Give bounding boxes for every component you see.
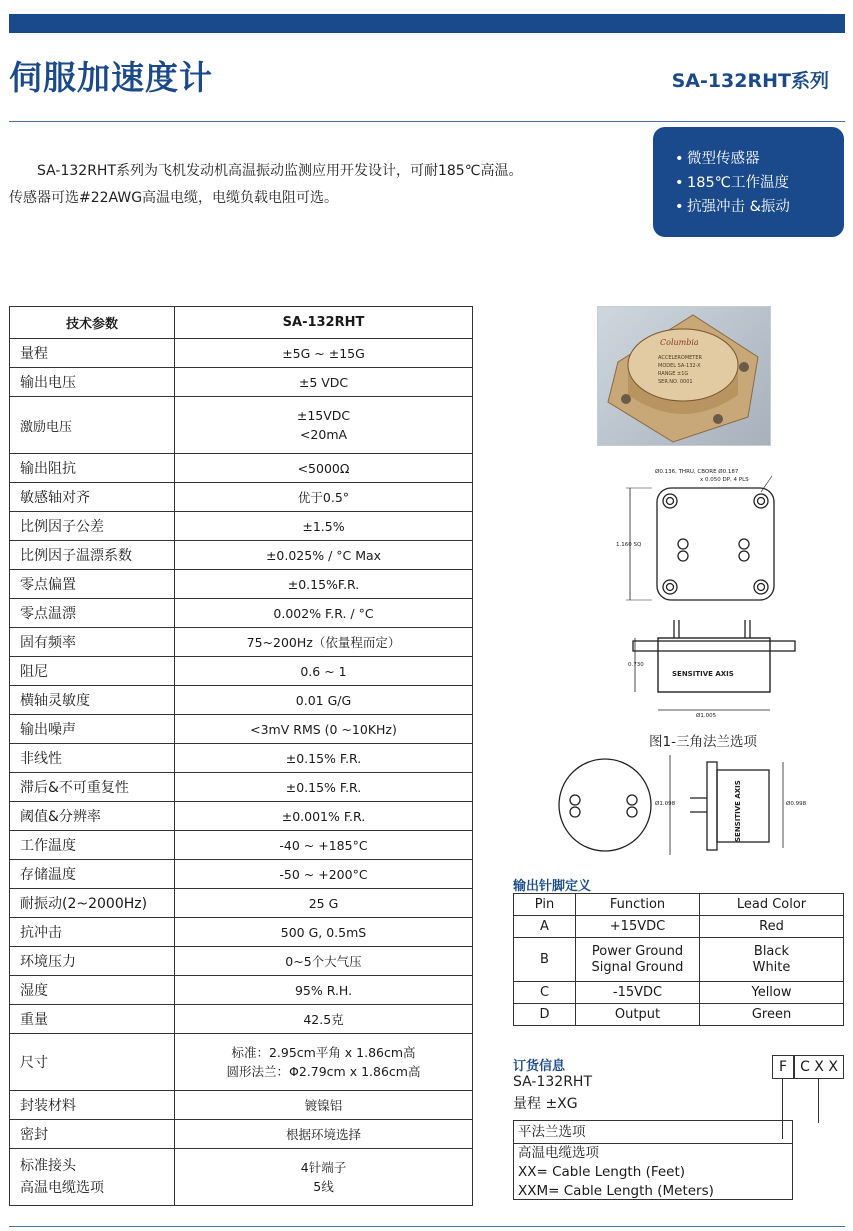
- spec-row: [10, 1005, 473, 1034]
- spec-value: [175, 483, 473, 512]
- spec-param: 零点偏置: [10, 570, 175, 599]
- spec-row: [10, 918, 473, 947]
- spec-value: [175, 628, 473, 657]
- spec-row: [10, 1149, 473, 1206]
- spec-param: 重量: [10, 1005, 175, 1034]
- feature-list: [687, 147, 844, 219]
- pin-row: [514, 1004, 844, 1026]
- top-banner-bar: [9, 14, 845, 33]
- spec-value: [175, 889, 473, 918]
- spec-param: 输出电压: [10, 368, 175, 397]
- spec-row: [10, 1091, 473, 1120]
- pin-color: [700, 1004, 844, 1026]
- spec-value-line: 25 G: [308, 895, 339, 911]
- flange-drawing: [540, 460, 830, 740]
- photo-label-line: SER.NO. 0001: [658, 379, 693, 385]
- pin-function: [576, 916, 700, 938]
- pin-color-line: Green: [751, 1006, 792, 1022]
- intro-paragraph: [9, 158, 609, 212]
- top-view-body: [657, 488, 774, 600]
- spec-param: 抗冲击: [10, 918, 175, 947]
- feature-item: • 185℃工作温度: [687, 171, 844, 195]
- pin-id: D: [514, 1004, 576, 1026]
- spec-param: 阈值&分辨率: [10, 802, 175, 831]
- figure-caption: 图1-三角法兰选项: [649, 734, 757, 750]
- feature-item: • 微型传感器: [687, 147, 844, 171]
- order-range: 量程 ±XG: [513, 1096, 578, 1112]
- spec-param: 存储温度: [10, 860, 175, 889]
- spec-value: [175, 570, 473, 599]
- diameter-dimension: Ø1.005: [696, 713, 717, 719]
- spec-param-line: 标准接头: [20, 1158, 76, 1174]
- pins-title: 输出针脚定义: [513, 879, 592, 894]
- spec-row: [10, 483, 473, 512]
- spec-param: 环境压力: [10, 947, 175, 976]
- spec-row: [10, 831, 473, 860]
- spec-value: [175, 1091, 473, 1120]
- pin-function: [576, 1004, 700, 1026]
- spec-value-line: <5000Ω: [297, 460, 350, 476]
- spec-row: [10, 1120, 473, 1149]
- photo-label-line: ACCELEROMETER: [658, 355, 702, 361]
- spec-row: [10, 860, 473, 889]
- pin-function: [576, 982, 700, 1004]
- spec-value: [175, 657, 473, 686]
- spec-param: 固有频率: [10, 628, 175, 657]
- spec-row: [10, 541, 473, 570]
- pin-header-color: Lead Color: [700, 894, 844, 916]
- spec-value: [175, 918, 473, 947]
- spec-row: [10, 889, 473, 918]
- sq-dimension: 1.160 SQ: [616, 542, 642, 548]
- spec-value-line: 根据环境选择: [285, 1127, 361, 1142]
- pin-color: [700, 938, 844, 982]
- spec-row: [10, 715, 473, 744]
- spec-param: 工作温度: [10, 831, 175, 860]
- spec-value-line: ±1.5%: [302, 518, 345, 534]
- spec-row: [10, 397, 473, 454]
- pin-color: [700, 916, 844, 938]
- spec-value-line: -40 ~ +185°C: [279, 837, 368, 853]
- spec-value: [175, 773, 473, 802]
- spec-value-line: 标准：2.95cm平角 x 1.86cm高: [231, 1045, 416, 1060]
- spec-param: [10, 1149, 175, 1206]
- hole-note-2: x 0.050 DP, 4 PLS: [700, 477, 749, 483]
- round-sensitive-axis: SENSITIVE AXIS: [734, 780, 742, 842]
- spec-param: 敏感轴对齐: [10, 483, 175, 512]
- pin-function-line: -15VDC: [612, 984, 663, 1000]
- spec-value-line: ±0.15% F.R.: [285, 750, 362, 766]
- spec-value: [175, 454, 473, 483]
- spec-param: 比例因子公差: [10, 512, 175, 541]
- spec-value-line: 4针端子: [300, 1160, 347, 1175]
- spec-value: [175, 947, 473, 976]
- spec-value-line: <20mA: [299, 427, 348, 442]
- hole-note-1: Ø0.136, THRU, CBORE Ø0.187: [655, 469, 739, 475]
- order-xxm: XXM= Cable Length (Meters): [518, 1183, 714, 1199]
- pin-row: [514, 982, 844, 1004]
- spec-value-line: 0.002% F.R. / °C: [273, 605, 374, 621]
- series-name: SA-132RHT系列: [671, 70, 829, 92]
- spec-value: [175, 339, 473, 368]
- pin-color-line: White: [752, 959, 791, 975]
- spec-row: [10, 628, 473, 657]
- pin-table: [513, 893, 844, 1026]
- spec-value-line: 圆形法兰：Φ2.79cm x 1.86cm高: [226, 1064, 421, 1079]
- spec-value: [175, 1149, 473, 1206]
- spec-value: [175, 831, 473, 860]
- spec-row: [10, 773, 473, 802]
- pin-function-line: Power Ground: [591, 943, 684, 959]
- spec-param: 非线性: [10, 744, 175, 773]
- spec-row: [10, 976, 473, 1005]
- spec-value-line: ±0.15%F.R.: [287, 576, 360, 592]
- pin-color-line: Red: [759, 918, 784, 934]
- spec-value: [175, 744, 473, 773]
- spec-row: [10, 657, 473, 686]
- spec-value-line: 0.01 G/G: [295, 692, 352, 708]
- pin-header-pin: Pin: [514, 894, 576, 916]
- spec-param: 输出阻抗: [10, 454, 175, 483]
- spec-param: 尺寸: [10, 1034, 175, 1091]
- spec-row: [10, 368, 473, 397]
- order-connector: [818, 1079, 819, 1123]
- spec-param-line: 高温电缆选项: [20, 1180, 104, 1196]
- spec-row: [10, 454, 473, 483]
- spec-row: [10, 947, 473, 976]
- spec-value-line: 95% R.H.: [294, 982, 353, 998]
- photo-label-line: RANGE ±1G: [658, 371, 689, 377]
- order-code-cxx: C X X: [794, 1055, 844, 1079]
- spec-row: [10, 339, 473, 368]
- spec-row: [10, 686, 473, 715]
- intro-line-1: SA-132RHT系列为飞机发动机高温振动监测应用开发设计，可耐185℃高温。: [37, 163, 523, 179]
- pin-id: B: [514, 938, 576, 982]
- spec-value-line: ±0.15% F.R.: [285, 779, 362, 795]
- spec-value-line: 42.5克: [303, 1012, 344, 1027]
- spec-value-line: <3mV RMS (0 ~10KHz): [250, 721, 397, 737]
- feature-item: • 抗强冲击 &振动: [687, 195, 844, 219]
- spec-row: [10, 744, 473, 773]
- spec-param: 封装材料: [10, 1091, 175, 1120]
- spec-value: [175, 715, 473, 744]
- photo-brand: Columbia: [660, 338, 699, 347]
- spec-value: [175, 512, 473, 541]
- spec-param: 比例因子温漂系数: [10, 541, 175, 570]
- spec-value-line: ±5G ~ ±15G: [282, 345, 365, 361]
- pin-color: [700, 982, 844, 1004]
- order-options: [513, 1120, 793, 1200]
- spec-value-line: ±0.025% / °C Max: [265, 547, 382, 563]
- spec-value: [175, 599, 473, 628]
- height-dimension: 0.730: [628, 662, 644, 668]
- pin-header-row: [514, 894, 844, 916]
- spec-value-line: 优于0.5°: [297, 490, 350, 505]
- spec-value-line: 镀镍铝: [304, 1098, 343, 1113]
- spec-table: [9, 306, 473, 1206]
- pin-color-line: Yellow: [751, 984, 792, 1000]
- spec-value: [175, 976, 473, 1005]
- pin-id: A: [514, 916, 576, 938]
- spec-row: [10, 570, 473, 599]
- spec-param: 滞后&不可重复性: [10, 773, 175, 802]
- round-flange-drawing: [555, 750, 825, 860]
- spec-value: [175, 541, 473, 570]
- spec-param: 横轴灵敏度: [10, 686, 175, 715]
- footer-divider: [9, 1226, 845, 1227]
- spec-row: [10, 802, 473, 831]
- feature-box: [653, 127, 844, 237]
- order-code-f: F: [772, 1055, 794, 1079]
- pin-id: C: [514, 982, 576, 1004]
- spec-param: 密封: [10, 1120, 175, 1149]
- header-divider: [9, 121, 845, 122]
- spec-value-line: -50 ~ +200°C: [279, 866, 368, 882]
- spec-param: 量程: [10, 339, 175, 368]
- spec-value: [175, 1005, 473, 1034]
- spec-value-line: 500 G, 0.5mS: [280, 924, 367, 940]
- spec-value: [175, 1034, 473, 1091]
- spec-param: 耐振动(2~2000Hz): [10, 889, 175, 918]
- spec-value-line: ±0.001% F.R.: [281, 808, 366, 824]
- spec-value-line: 0~5个大气压: [285, 954, 362, 969]
- spec-param: 阻尼: [10, 657, 175, 686]
- spec-value-line: 5线: [313, 1179, 334, 1194]
- round-dia-left: Ø1.098: [655, 801, 676, 807]
- pin-function-line: +15VDC: [609, 918, 666, 934]
- pin-header-function: Function: [576, 894, 700, 916]
- accelerometer-image: [598, 307, 772, 447]
- photo-label-line: MODEL SA-132-X: [658, 363, 701, 369]
- product-photo: [597, 306, 771, 446]
- order-title: 订货信息: [513, 1059, 566, 1074]
- pin-function-line: Signal Ground: [591, 959, 684, 975]
- order-xx: XX= Cable Length (Feet): [518, 1164, 686, 1180]
- order-cable: 高温电缆选项: [518, 1145, 599, 1161]
- spec-param: 激励电压: [10, 397, 175, 454]
- pin-row: [514, 938, 844, 982]
- pin-color-line: Black: [753, 943, 790, 959]
- spec-row: [10, 1034, 473, 1091]
- spec-row: [10, 512, 473, 541]
- spec-value-line: ±5 VDC: [298, 374, 349, 390]
- spec-value-line: ±15VDC: [296, 408, 351, 423]
- spec-value-line: 0.6 ~ 1: [300, 663, 347, 679]
- sensitive-axis-label: SENSITIVE AXIS: [672, 670, 734, 678]
- spec-param: 零点温漂: [10, 599, 175, 628]
- spec-value: [175, 860, 473, 889]
- spec-value-line: 75~200Hz（依量程而定）: [246, 635, 401, 650]
- order-model: SA-132RHT: [513, 1074, 592, 1090]
- spec-header-row: [10, 307, 473, 339]
- round-dia-right: Ø0.998: [786, 801, 807, 807]
- spec-value: [175, 686, 473, 715]
- spec-value: [175, 397, 473, 454]
- spec-param: 湿度: [10, 976, 175, 1005]
- order-flange: 平法兰选项: [514, 1123, 792, 1144]
- spec-value: [175, 368, 473, 397]
- spec-header-model: SA-132RHT: [175, 307, 473, 339]
- spec-param: 输出噪声: [10, 715, 175, 744]
- page-title: 伺服加速度计: [9, 58, 213, 97]
- pin-function-line: Output: [614, 1006, 661, 1022]
- pin-function: [576, 938, 700, 982]
- spec-header-param: 技术参数: [10, 307, 175, 339]
- spec-value: [175, 1120, 473, 1149]
- pin-row: [514, 916, 844, 938]
- spec-value: [175, 802, 473, 831]
- intro-line-2: 传感器可选#22AWG高温电缆，电缆负载电阻可选。: [9, 190, 339, 206]
- spec-row: [10, 599, 473, 628]
